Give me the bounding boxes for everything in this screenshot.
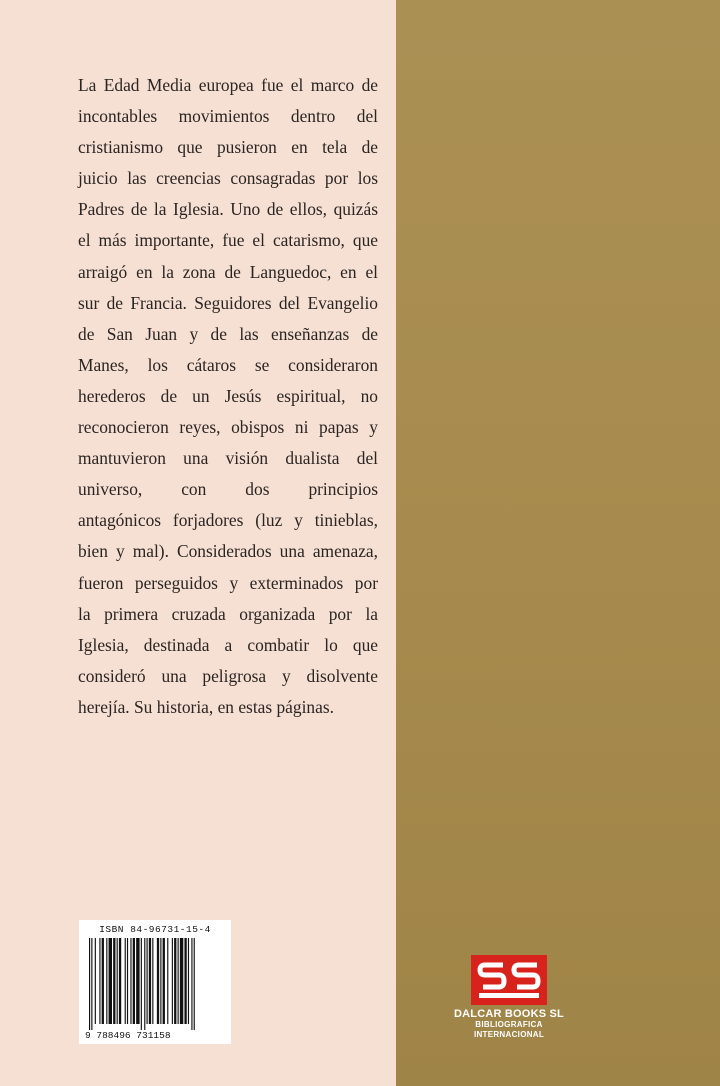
- synopsis-line: de San Juan y de las enseñanzas de: [78, 323, 378, 344]
- barcode-bar: [184, 938, 186, 1024]
- synopsis-line: el más importante, fue el catarismo, que: [78, 230, 378, 251]
- barcode-bar: [119, 938, 121, 1024]
- synopsis-line: bien y mal). Considerados una amenaza,: [78, 541, 378, 562]
- barcode-bar: [117, 938, 118, 1024]
- barcode-bar: [147, 938, 148, 1024]
- barcode-bar: [109, 938, 112, 1024]
- synopsis-line: sur de Francia. Seguidores del Evangelio: [78, 292, 378, 313]
- synopsis-line: Iglesia, destinada a combatir lo que: [78, 634, 378, 655]
- synopsis-line: La Edad Media europea fue el marco de: [78, 75, 378, 95]
- publisher-imprint: [424, 955, 594, 1040]
- barcode-bar: [95, 938, 96, 1024]
- synopsis-line: incontables movimientos dentro del: [78, 106, 378, 127]
- barcode-bar: [194, 938, 195, 1030]
- barcode-bar: [91, 938, 92, 1030]
- synopsis-line: mantuvieron una visión dualista del: [78, 448, 378, 469]
- publisher-logo-icon: [471, 955, 547, 1005]
- barcode-bar: [152, 938, 153, 1024]
- barcode-bar: [99, 938, 100, 1024]
- barcode-bar: [113, 938, 115, 1024]
- synopsis-line: Padres de la Iglesia. Uno de ellos, quizás: [78, 199, 378, 220]
- isbn-barcode: [79, 920, 231, 1044]
- publisher-subtitle-1: BIBLIOGRAFICA: [475, 1020, 543, 1029]
- barcode-bars: [87, 938, 225, 1030]
- barcode-bar: [136, 938, 139, 1024]
- barcode-bar: [89, 938, 90, 1030]
- barcode-bar: [102, 938, 104, 1024]
- barcode-bar: [106, 938, 107, 1024]
- synopsis-text: [78, 70, 378, 723]
- barcode-bar: [167, 938, 168, 1024]
- barcode-bar: [127, 938, 128, 1024]
- barcode-bar: [188, 938, 189, 1024]
- barcode-bar: [172, 938, 173, 1024]
- publisher-name: DALCAR BOOKS SL: [454, 1008, 564, 1020]
- barcode-bar: [157, 938, 159, 1024]
- synopsis-line: antagónicos forjadores (luz y tinieblas,: [78, 510, 378, 531]
- ean-number: 9 788496 731158: [85, 1030, 171, 1041]
- barcode-bar: [130, 938, 131, 1024]
- barcode-bar: [178, 938, 179, 1024]
- synopsis-line: herejía. Su historia, en estas páginas.: [78, 696, 334, 717]
- synopsis-line: la primera cruzada organizada por la: [78, 603, 378, 624]
- barcode-bar: [191, 938, 192, 1030]
- barcode-bar: [144, 938, 145, 1030]
- isbn-number: ISBN 84-96731-15-4: [99, 924, 211, 935]
- barcode-bar: [125, 938, 126, 1024]
- synopsis-line: reconocieron reyes, obispos ni papas y: [78, 417, 378, 438]
- barcode-bar: [141, 938, 142, 1030]
- synopsis-line: cristianismo que pusieron en tela de: [78, 137, 378, 158]
- synopsis-line: fueron perseguidos y exterminados por: [78, 572, 378, 593]
- synopsis-line: juicio las creencias consagradas por los: [78, 168, 378, 189]
- synopsis-line: arraigó en la zona de Languedoc, en el: [78, 261, 378, 282]
- barcode-bar: [174, 938, 176, 1024]
- barcode-bar: [160, 938, 161, 1024]
- synopsis-line: herederos de un Jesús espiritual, no: [78, 385, 378, 406]
- barcode-bar: [180, 938, 183, 1024]
- back-cover-right-panel: [396, 0, 720, 1086]
- barcode-bar: [133, 938, 135, 1024]
- synopsis-line: Manes, los cátaros se consideraron: [78, 354, 378, 375]
- barcode-bar: [149, 938, 151, 1024]
- publisher-subtitle-2: INTERNACIONAL: [473, 1030, 545, 1039]
- synopsis-line: consideró una peligrosa y disolvente: [78, 665, 378, 686]
- synopsis-line: universo, con dos principios: [78, 479, 378, 500]
- barcode-bar: [163, 938, 165, 1024]
